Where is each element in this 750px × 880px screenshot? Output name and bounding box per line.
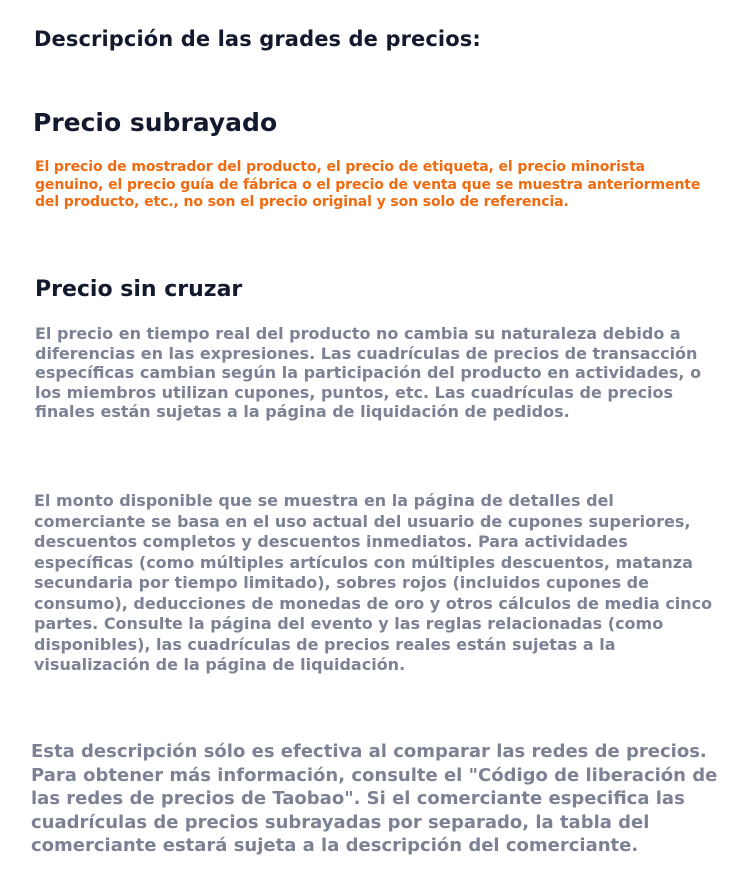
available-amount-description: El monto disponible que se muestra en la página de detalles del comerciante se basa en el uso actual del usuario de cupones superiores, descuentos completos y descuentos inmediatos. Para actividades específicas (como múltiples artículos con múltiples descuentos, matanza secundaria por tiempo limitado), sobres rojos (incluidos cupones de consumo), deducciones de monedas de oro y otros cálculos de media cinco partes. Consulte la página del evento y las reglas relacionadas (como disponibles), las cuadrículas de precios reales están sujetas a la visualización de la página de liquidación. [34, 491, 713, 674]
footer-note: Esta descripción sólo es efectiva al comparar las redes de precios. Para obtener más información, consulte el "Código de liberación de las redes de precios de Taobao". Si el comerciante especifica las cuadrículas de precios subrayadas por separado, la tabla del comerciante estará sujeta a la descripción del comerciante. [31, 741, 718, 856]
uncrossed-price-description: El precio en tiempo real del producto no cambia su naturaleza debido a diferencias en las expresiones. Las cuadrículas de precios de transacción específicas cambian según la participación del producto en actividades, o los miembros utilizan cupones, puntos, etc. Las cuadrículas de precios finales están sujetas a la página de liquidación de pedidos. [35, 324, 702, 421]
underlined-price-heading: Precio subrayado [33, 108, 278, 137]
underlined-price-description: El precio de mostrador del producto, el precio de etiqueta, el precio minorista genuino, el precio guía de fábrica o el precio de venta que se muestra anteriormente del producto, etc., no son el precio original y son solo de referencia. [35, 159, 701, 210]
page-title: Descripción de las grades de precios: [34, 27, 481, 51]
uncrossed-price-heading: Precio sin cruzar [35, 277, 243, 302]
